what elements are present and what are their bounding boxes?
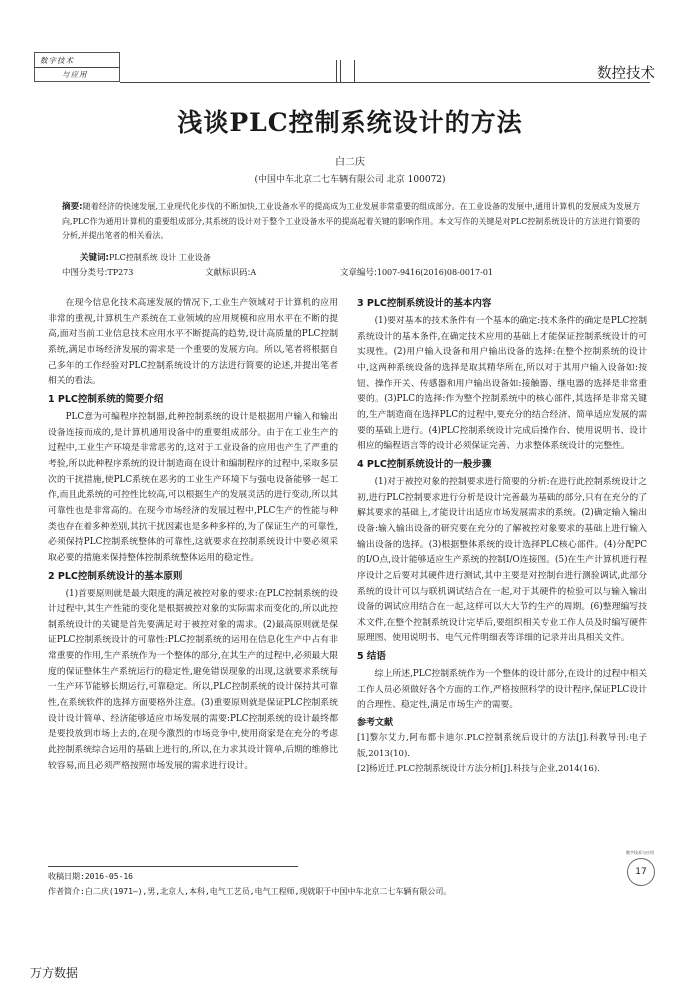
- section-2-text: (1)首要原则就是最大限度的满足被控对象的要求:在PLC控制系统的设计过程中,其生产性能的变化是根据被控对象的实际需求而变化的,所以此控制系统设计的关键是首先要满足对于被控对象的需求。(2)最高原则就是保证PLC控制系统设计的可靠性:PLC控制系统的运用在信息化生产中占有非常重要的作用,生产系统作为一个整体的部分,在其生产的过程中,必须最大限度的保证整体生产系统运行的稳定性,避免错误现象的出现,这就要求系统每一生产环节能够长期运行,可靠稳定。所以,PLC控制系统的设计保持其可靠性,在系统软件的选择方面要格外注意。(3)重要原则就是保证PLC控制系统设计设计简单、经济能够适应市场发展的需要:PLC控制系统的设计最终都是要投放到市场上去的,在现今激烈的市场竞争中,使用商家是在充分的考虑此控制系统综合运用的基础上进行的,所以,在力求其设计简单,后期的维修比较容易,而且必须严格按照市场发展的需求进行设计。: [48, 588, 338, 771]
- footnote-rule: [48, 866, 298, 867]
- received-date: 收稿日期:2016-05-16: [48, 872, 133, 881]
- reference-2: [2]杨近迁.PLC控制系统设计方法分析[J].科技与企业,2014(16).: [357, 764, 600, 775]
- journal-logo-line2: 与应用: [62, 70, 88, 79]
- author: 白二庆: [335, 157, 365, 168]
- affiliation: (中国中车北京二七车辆有限公司 北京 100072): [254, 175, 446, 185]
- section-5-heading: 5 结语: [357, 651, 386, 663]
- header-rule: [120, 82, 650, 83]
- document-code: 文献标识码:A: [205, 268, 257, 278]
- abstract: [62, 200, 640, 244]
- right-column: [357, 296, 647, 778]
- section-name: 数控技术: [597, 66, 655, 82]
- section-1-heading: 1 PLC控制系统的简要介绍: [48, 393, 164, 405]
- seal-text: 数字技术与应用: [626, 850, 654, 855]
- journal-logo-line1: 数字技术: [40, 56, 74, 65]
- keywords-text: PLC控制系统 设计 工业设备: [108, 253, 211, 262]
- author-bio: 作者简介:白二庆(1971—),男,北京人,本科,电气工艺员,电气工程师,现就职于中国中车北京二七车辆有限公司。: [48, 887, 452, 896]
- section-3-heading: 3 PLC控制系统设计的基本内容: [357, 298, 492, 309]
- header-bars: [336, 60, 358, 82]
- abstract-label: 摘要:: [62, 202, 83, 212]
- intro-paragraph: 在现今信息化技术高速发展的情况下,工业生产领域对于计算机的应用非常的重视,计算机生产系统在工业领域的应用规模和应用水平在不断的提高,面对当前工业信息技术应用水平不断提高的趋势,设计高质量的PLC控制系统,满足市场经济发展的需求是一个重要的发展方向。所以,笔者将根据自己多年的工作经验对PLC控制系统设计的方法进行简要的论述,并提出笔者相关的看法。: [48, 298, 338, 387]
- section-2-heading: 2 PLC控制系统设计的基本原则: [48, 570, 183, 582]
- article-title: 浅谈PLC控制系统设计的方法: [177, 108, 523, 137]
- abstract-text: 随着经济的快速发展,工业现代化步伐的不断加快,工业设备水平的提高成为工业发展非常重要的组成部分。在工业设备的发展中,通用计算机的发展成为发展方向,PLC作为通用计算机的重要组成部分,其系统的设计对于整个工业设备水平的提高起着关键的影响作用。本文写作的关键是对PLC控制系统设计的方法进行简要的分析,并提出笔者的相关看法。: [62, 202, 641, 240]
- keywords: [80, 251, 211, 263]
- reference-1: [1]黎尔艾力,阿布都卡迪尔.PLC控制系统后设计的方法[J].科教导刊:电子版,2013(10).: [357, 733, 647, 759]
- section-4-heading: 4 PLC控制系统设计的一般步骤: [357, 458, 492, 470]
- article-number: 文章编号:1007-9416(2016)08-0017-01: [340, 268, 494, 278]
- clc-number: 中图分类号:TP273: [62, 268, 134, 278]
- section-5-text: 综上所述,PLC控制系统作为一个整体的设计部分,在设计的过程中相关工作人员必须做好各个方面的工作,严格按照科学的设计程序,保证PLC设计的合理性、稳定性,满足市场生产的需要。: [357, 669, 647, 711]
- watermark: 万方数据: [30, 966, 79, 980]
- section-1-text: PLC意为可编程序控制器,此种控制系统的设计是根据用户输入和输出设备连接而成的,是计算机通用设备中的重要组成部分。由于在工业生产的过程中,工业生产环境是非常恶劣的,这对于工业设备的应用也产生了严重的考验,所以此种程序系统的设计制造商在设计和编制程序的过程中,采取多层次的干扰措施,使PLC系统在恶劣的工业生产环境下与强电设备能够一起工作,而且此系统的可控性比较高,可以根据生产的发展灵活的进行变动,所以其可靠性也是非常高的。在现今市场经济的发展过程中,PLC生产的性能与种类也存在着多种差别,其抗干扰因素也是多种多样的,为了保证生产的可靠性,必须保持PLC控制系统整体的可靠性,这就要求在控制系统设计中要必须采取必要的措施来保持整体控制系统整体运用的稳定性。: [48, 411, 338, 563]
- keywords-label: 关键词:: [80, 253, 109, 263]
- references-heading: 参考文献: [357, 718, 394, 729]
- section-4-text: (1)对于被控对象的控制要求进行简要的分析:在进行此控制系统设计之初,进行PLC控制要求进行分析是设计完善最为基础的部分,只有在充分的了解其要求的基础上,才能设计出适应市场发展需求的系统。(2)确定输入输出设备:输入输出设备的研究要在充分的了解被控对象要求的基础上进行输入输出设备的选择。(3)根据整体系统的设计选择PLC核心部件。(4)分配PC的I/O点,设计能够适应生产系统的控制I/O连接图。(5)在生产计算机进行程序设计之后要对其硬件进行测试,其中主要是对控制台进行测验调试,此部分系统的设计可以与联机调试结合在一起,对于其硬件的检验可以与输入输出设备的调试应用结合在一起,这样可以大大节约生产的周期。(6)整理编写技术文件,在整个控制系统设计完毕后,要组织相关专业工作人员及时编写硬件原理图、使用说明书、电气元件明细表等详细的记录并出具相关文件。: [357, 476, 647, 644]
- left-column: [48, 296, 338, 774]
- page-number: 17: [627, 858, 655, 886]
- section-3-text: (1)要对基本的技术条件有一个基本的确定:技术条件的确定是PLC控制系统设计的基本条件,在确定技术应用的基础上才能保证控制系统设计的可实现性。(2)用户输入设备和用户输出设备的选择:在整个控制系统的设计中,这两种系统设备的选择是取其精华所在,所以对于其用户输入设备如:按钮、操作开关、传感器和用户输出设备如:接触器、继电器的选择是非常重要的。(3)PLC的选择:作为整个控制系统中的核心部件,其选择是非常关键的,生产制造商在选择PLC的过程中,要充分的结合经济、简单适应发展的需要的基础上进行。(4)PLC控制系统设计完成后操作台、使用说明书、设计相应的编程语言等的设计必须保证完善、力求整体系统设计的完整性。: [357, 316, 647, 452]
- logo-divider: [34, 67, 120, 68]
